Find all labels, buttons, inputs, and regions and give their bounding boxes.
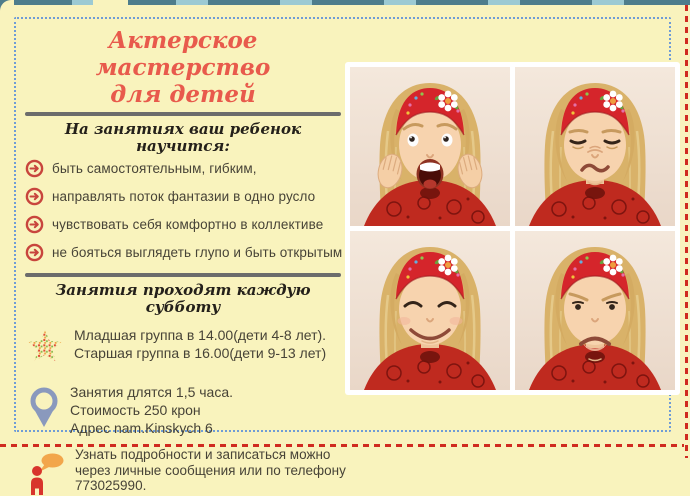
groups-text: [74, 326, 326, 362]
groups-line-2: Старшая группа в 16.00(дети 9-13 лет): [74, 345, 327, 361]
rounded-corner-top-left: [0, 0, 14, 14]
bullet-text: быть самостоятельным, гибким,: [52, 160, 257, 176]
person-speech-bubble-icon: [27, 451, 64, 496]
flyer-text-column: [25, 24, 346, 496]
arrow-right-circle-icon: [25, 187, 44, 206]
arrow-right-circle-icon: [25, 215, 44, 234]
photo-girl-pout: [515, 231, 675, 390]
bullet-text: чувствовать себя комфортно в коллективе: [52, 216, 324, 232]
photo-girl-scrunched-grimace: [515, 67, 675, 226]
separator-line: [25, 112, 341, 116]
photo-grid: [345, 62, 680, 395]
title-line-2: для детей: [110, 81, 256, 108]
schedule-details: [25, 383, 341, 437]
photo-girl-smile: [350, 231, 510, 390]
arrow-right-circle-icon: [25, 159, 44, 178]
bullet-text: направлять поток фантазии в одно русло: [52, 188, 316, 204]
location-pin-icon: [29, 386, 59, 430]
confetti-star-icon: [27, 328, 63, 364]
groups-line-1: Младшая группа в 14.00(дети 4-8 лет).: [74, 327, 327, 343]
list-item: [25, 242, 341, 262]
schedule-heading: Занятия проходят каждую субботу: [55, 281, 311, 316]
arrow-right-circle-icon: [25, 243, 44, 262]
contact-line-3: 773025990.: [75, 478, 147, 493]
details-line-3: Адрес nam.Kinskych 6: [70, 420, 213, 436]
banner-notch: [93, 0, 128, 5]
cut-line-vertical: [685, 5, 688, 458]
list-item: [25, 186, 341, 206]
bullet-text: не бояться выглядеть глупо и быть открытым: [52, 244, 343, 260]
photo-girl-excited-scream: [350, 67, 510, 226]
list-item: [25, 158, 341, 178]
contact-line-2: через личные сообщения или по телефону: [75, 462, 346, 478]
title-line-1: Актерское мастерство: [95, 27, 271, 81]
details-line-2: Стоимость 250 крон: [70, 402, 201, 418]
schedule-groups: [25, 326, 341, 364]
separator-line: [25, 273, 341, 277]
contact-block: [25, 447, 346, 496]
list-item: [25, 214, 341, 234]
details-line-1: Занятия длятся 1,5 часа.: [70, 384, 234, 400]
learn-heading: На занятиях ваш ребенок научится:: [64, 120, 302, 155]
contact-text: [75, 447, 346, 494]
learn-list: [25, 158, 341, 262]
details-text: [70, 383, 233, 437]
page-title: [25, 24, 341, 108]
contact-line-1: Узнать подробности и записаться можно: [75, 447, 331, 462]
